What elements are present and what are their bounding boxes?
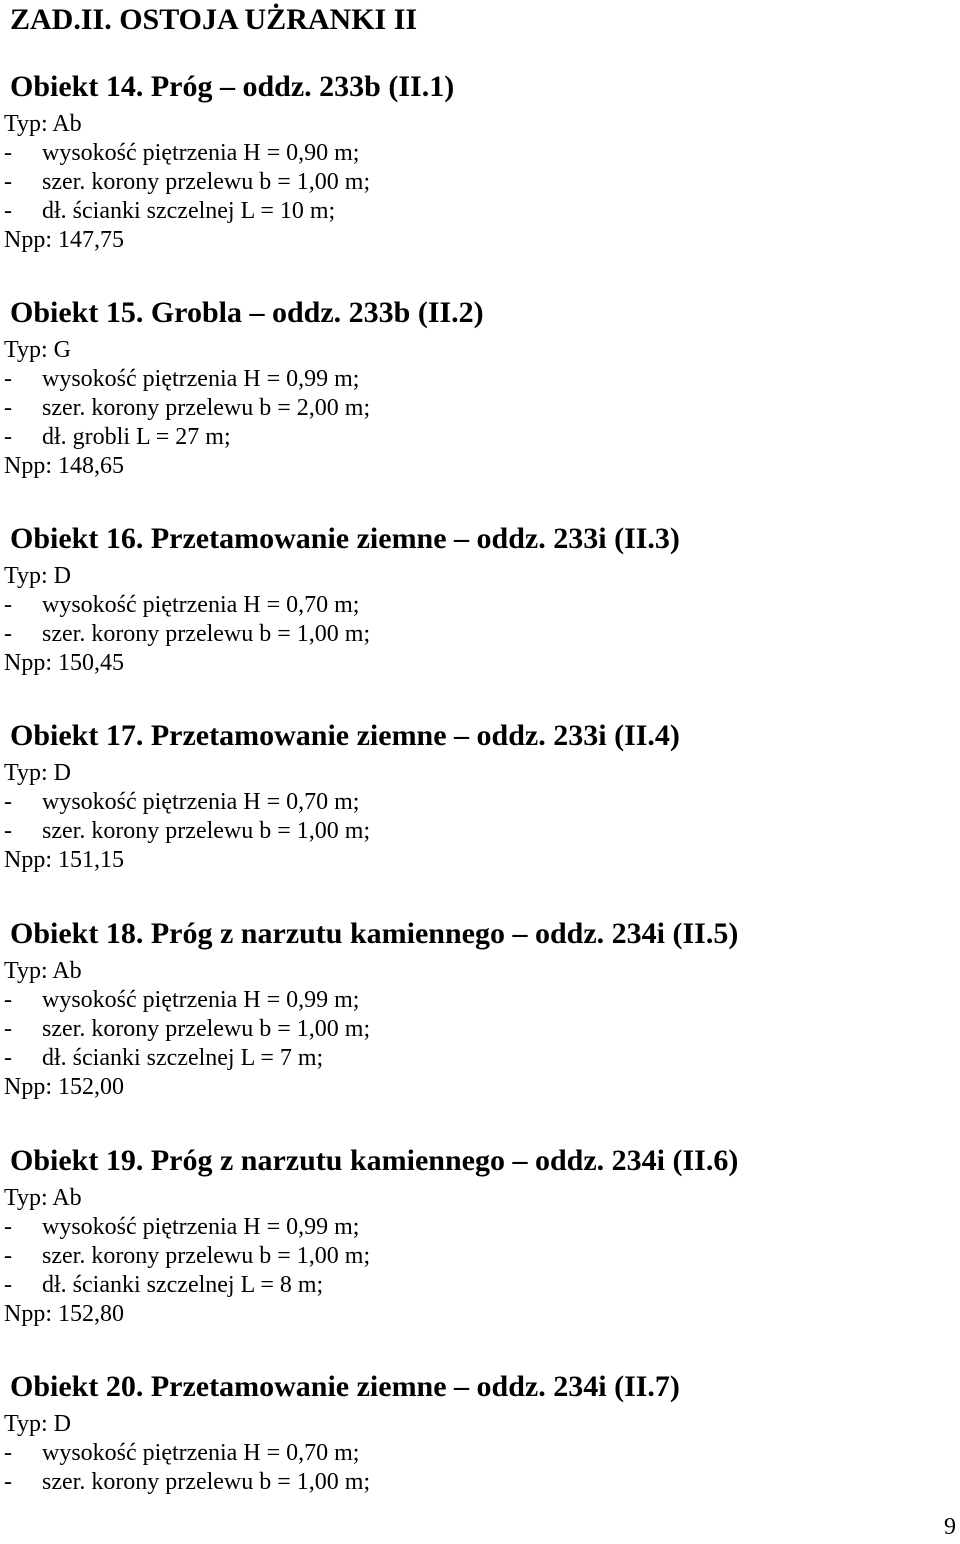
object-type: Typ: Ab [4,1185,82,1211]
list-item [4,1015,370,1044]
list-dash: - [4,1440,12,1466]
list-item-text: szer. korony przelewu b = 1,00 m; [42,1243,371,1269]
object-details [4,957,370,1102]
list-dash: - [4,1272,12,1298]
object-npp: Npp: 152,80 [4,1301,124,1327]
list-dash: - [4,140,12,166]
object-heading: Obiekt 20. Przetamowanie ziemne – oddz. 234i (II.7) [10,1370,680,1403]
list-item [4,1242,370,1271]
list-item [4,788,370,817]
object-details [4,562,370,678]
object-npp: Npp: 147,75 [4,227,124,253]
list-item [4,1439,370,1468]
list-dash: - [4,818,12,844]
list-item-text: wysokość piętrzenia H = 0,70 m; [42,1440,360,1466]
list-dash: - [4,789,12,815]
object-type: Typ: G [4,337,71,363]
object-heading: Obiekt 15. Grobla – oddz. 233b (II.2) [10,296,484,329]
list-item [4,591,370,620]
list-item-text: wysokość piętrzenia H = 0,99 m; [42,987,360,1013]
object-heading: Obiekt 14. Próg – oddz. 233b (II.1) [10,70,455,103]
object-type: Typ: Ab [4,111,82,137]
object-heading: Obiekt 16. Przetamowanie ziemne – oddz. 233i (II.3) [10,522,680,555]
list-dash: - [4,169,12,195]
list-dash: - [4,1045,12,1071]
object-type: Typ: Ab [4,958,82,984]
list-item-text: wysokość piętrzenia H = 0,70 m; [42,789,360,815]
list-dash: - [4,621,12,647]
object-details [4,1410,370,1497]
list-item [4,394,370,423]
list-item [4,197,370,226]
list-dash: - [4,1243,12,1269]
list-item-text: szer. korony przelewu b = 1,00 m; [42,1469,371,1495]
list-item [4,817,370,846]
list-item-text: dł. ścianki szczelnej L = 7 m; [42,1045,324,1071]
list-dash: - [4,1016,12,1042]
list-item [4,986,370,1015]
object-type: Typ: D [4,1411,71,1437]
list-dash: - [4,1469,12,1495]
object-npp: Npp: 148,65 [4,453,124,479]
list-item-text: szer. korony przelewu b = 2,00 m; [42,395,371,421]
object-heading: Obiekt 18. Próg z narzutu kamiennego – oddz. 234i (II.5) [10,917,739,950]
object-details [4,110,370,255]
list-item-text: dł. ścianki szczelnej L = 10 m; [42,198,336,224]
list-item-text: wysokość piętrzenia H = 0,99 m; [42,366,360,392]
list-item [4,1044,370,1073]
object-heading: Obiekt 17. Przetamowanie ziemne – oddz. 233i (II.4) [10,719,680,752]
list-item-text: dł. ścianki szczelnej L = 8 m; [42,1272,324,1298]
list-dash: - [4,592,12,618]
list-item [4,1468,370,1497]
list-item [4,139,370,168]
list-item [4,365,370,394]
list-dash: - [4,366,12,392]
list-item [4,1271,370,1300]
list-item [4,1213,370,1242]
list-item [4,620,370,649]
list-item-text: wysokość piętrzenia H = 0,99 m; [42,1214,360,1240]
list-item-text: szer. korony przelewu b = 1,00 m; [42,1016,371,1042]
list-item-text: szer. korony przelewu b = 1,00 m; [42,169,371,195]
list-dash: - [4,395,12,421]
object-type: Typ: D [4,563,71,589]
list-item [4,168,370,197]
object-type: Typ: D [4,760,71,786]
list-item-text: szer. korony przelewu b = 1,00 m; [42,818,371,844]
page-title: ZAD.II. OSTOJA UŻRANKI II [10,3,418,36]
list-dash: - [4,198,12,224]
page-number: 9 [944,1514,956,1540]
list-item-text: dł. grobli L = 27 m; [42,424,231,450]
object-details [4,336,370,481]
list-dash: - [4,424,12,450]
list-item-text: wysokość piętrzenia H = 0,70 m; [42,592,360,618]
list-dash: - [4,1214,12,1240]
list-item [4,423,370,452]
object-details [4,1184,370,1329]
list-item-text: wysokość piętrzenia H = 0,90 m; [42,140,360,166]
object-heading: Obiekt 19. Próg z narzutu kamiennego – oddz. 234i (II.6) [10,1144,739,1177]
list-dash: - [4,987,12,1013]
object-details [4,759,370,875]
list-item-text: szer. korony przelewu b = 1,00 m; [42,621,371,647]
object-npp: Npp: 150,45 [4,650,124,676]
object-npp: Npp: 151,15 [4,847,124,873]
object-npp: Npp: 152,00 [4,1074,124,1100]
